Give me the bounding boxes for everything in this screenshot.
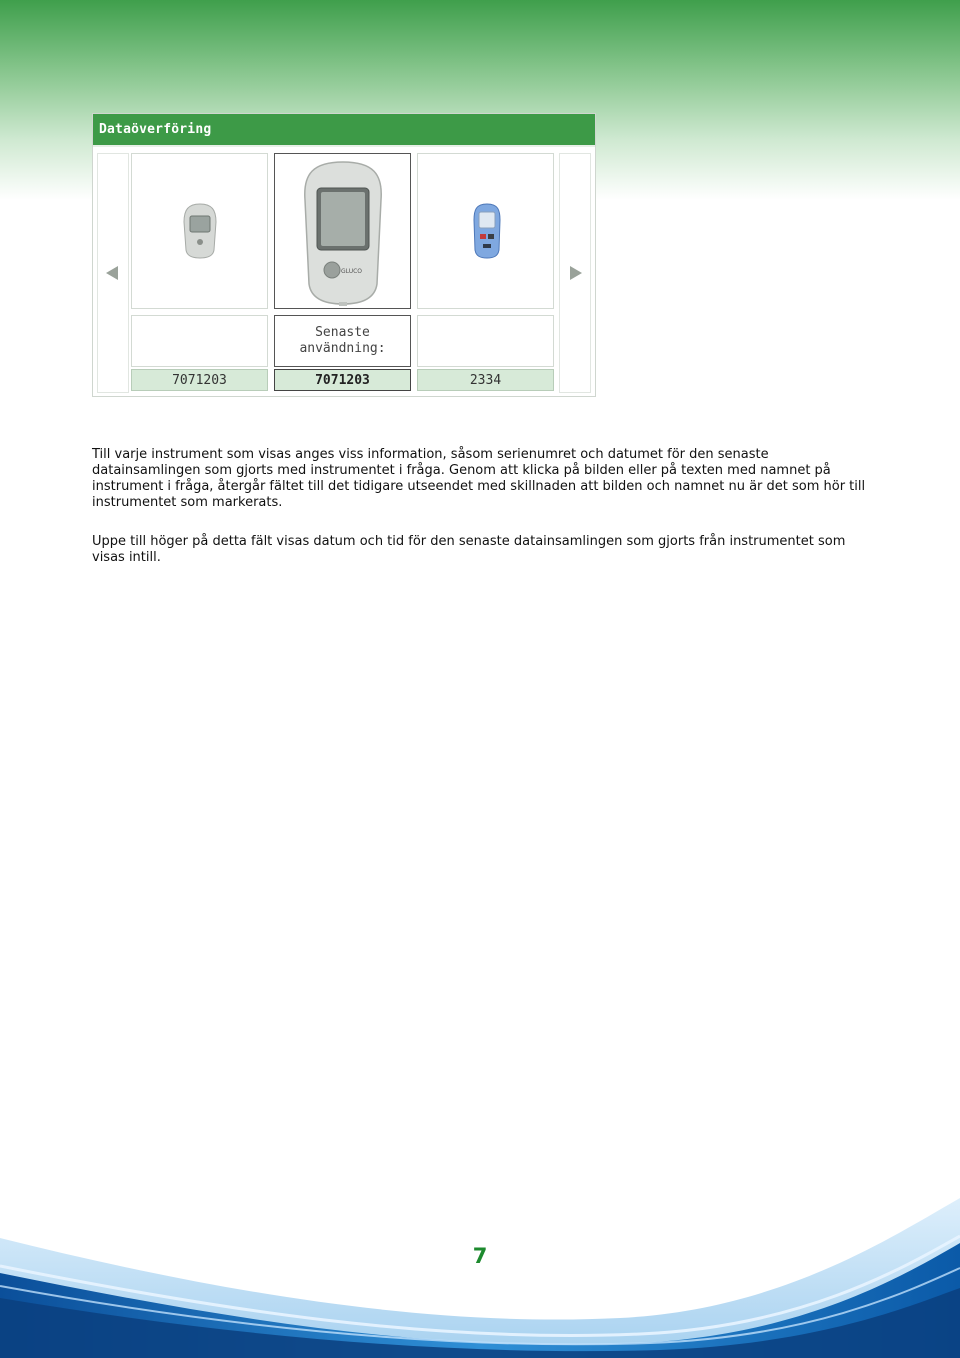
bottom-wave-decoration (0, 1178, 960, 1358)
glucose-meter-large-icon (299, 158, 387, 308)
page-number: 7 (472, 1244, 488, 1268)
instrument-image-1[interactable] (131, 153, 268, 309)
instrument-serial-3[interactable]: 2334 (417, 369, 554, 391)
svg-text:GLUCO: GLUCO (341, 268, 362, 275)
body-paragraph-2: Uppe till höger på detta fält visas datum och tid för den senaste datainsamlingen som gjorts från instrumentet som visas intill. (92, 534, 846, 565)
blue-glucose-meter-icon (472, 202, 502, 260)
carousel-prev[interactable] (97, 153, 129, 393)
instrument-carousel (97, 151, 591, 393)
instrument-info-3 (417, 315, 554, 367)
arrow-right-icon[interactable] (570, 266, 582, 280)
glucose-meter-small-icon (182, 202, 218, 260)
carousel-next[interactable] (559, 153, 591, 393)
instrument-info-2: Senaste användning: (274, 315, 411, 367)
instrument-info-1 (131, 315, 268, 367)
instrument-serial-2[interactable]: 7071203 (274, 369, 411, 391)
instrument-serial-1[interactable]: 7071203 (131, 369, 268, 391)
panel-title: Dataöverföring (93, 114, 595, 147)
instrument-image-3[interactable] (417, 153, 554, 309)
data-transfer-panel (92, 113, 596, 397)
arrow-left-icon[interactable] (106, 266, 118, 280)
instrument-image-2[interactable] (274, 153, 411, 309)
body-paragraph-1: Till varje instrument som visas anges viss information, såsom serienumret och datumet för den senaste datainsamlingen som gjorts med instrumentet i fråga. Genom att klicka på bilden eller på texten med namnet på instrument i fråga, återgår fältet till det tidigare utseendet med skillnaden att bilden och namnet nu är det som hör till instrumentet som markerats. (92, 447, 866, 510)
